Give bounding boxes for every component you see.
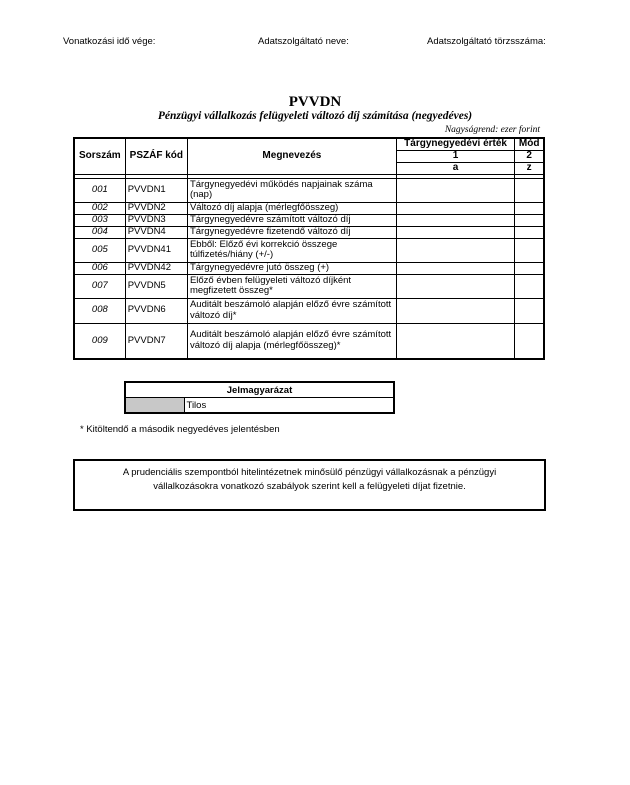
row-code: PVVDN6 [125,298,187,323]
mode-cell[interactable] [515,262,544,274]
form-subtitle: Pénzügyi vállalkozás felügyeleti változó díj számítása (negyedéves) [157,110,473,122]
table-row [74,298,544,323]
table-row [74,214,544,226]
mode-cell[interactable] [515,214,544,226]
row-code: PVVDN41 [125,238,187,262]
mode-cell[interactable] [515,323,544,359]
legend-title: Jelmagyarázat [125,382,394,398]
value-cell[interactable] [396,298,515,323]
forbidden-swatch [125,398,184,414]
row-code: PVVDN1 [125,178,187,202]
row-number: 005 [74,238,125,262]
row-code: PVVDN42 [125,262,187,274]
value-cell[interactable] [396,214,515,226]
table-row [74,226,544,238]
legend-item-label: Tilos [184,398,394,414]
row-code: PVVDN4 [125,226,187,238]
value-cell[interactable] [396,178,515,202]
table-row [74,262,544,274]
fee-table [73,137,545,360]
value-cell[interactable] [396,274,515,298]
footnote: * Kitöltendő a második negyedéves jelentésben [80,424,280,435]
row-number: 006 [74,262,125,274]
row-label: Tárgynegyedévre fizetendő változó díj [187,226,396,238]
value-cell[interactable] [396,323,515,359]
row-label: Tárgynegyedévre számított változó díj [187,214,396,226]
header-code: PSZÁF kód [125,138,187,174]
row-label: Változó díj alapja (mérlegfőösszeg) [187,202,396,214]
row-label: Előző évben felügyeleti változó díjként megfizetett összeg* [187,274,396,298]
note-line-2: vállalkozásokra vonatkozó szabályok szerint kell a felügyeleti díjat fizetnie. [153,481,466,492]
header-mode: Mód [515,138,544,150]
note-box [73,459,546,511]
table-row [74,274,544,298]
mode-cell[interactable] [515,202,544,214]
row-number: 007 [74,274,125,298]
row-number: 004 [74,226,125,238]
header-name: Megnevezés [187,138,396,174]
mode-cell[interactable] [515,238,544,262]
mode-cell[interactable] [515,298,544,323]
value-cell[interactable] [396,262,515,274]
value-cell[interactable] [396,226,515,238]
note-line-1: A prudenciális szempontból hitelintézetnek minősülő pénzügyi vállalkozásnak a pénzügyi [122,467,497,478]
header-col-2: 2 [515,150,544,162]
row-number: 002 [74,202,125,214]
row-code: PVVDN2 [125,202,187,214]
mode-cell[interactable] [515,178,544,202]
row-number: 001 [74,178,125,202]
mode-cell[interactable] [515,274,544,298]
table-row [74,178,544,202]
provider-id-label: Adatszolgáltató törzsszáma: [427,36,546,47]
row-label: Ebből: Előző évi korrekció összege túlfizetés/hiány (+/-) [187,238,396,262]
header-col-z: z [515,162,544,174]
row-label: Tárgynegyedévi működés napjainak száma (nap) [187,178,396,202]
row-number: 009 [74,323,125,359]
header-col-a: a [396,162,515,174]
form-title: PVVDN [288,94,342,110]
header-col-1: 1 [396,150,515,162]
legend-table [124,381,395,414]
table-row [74,238,544,262]
row-label: Auditált beszámoló alapján előző évre számított változó díj alapja (mérlegfőösszeg)* [187,323,396,359]
value-cell[interactable] [396,238,515,262]
header-sorszam: Sorszám [74,138,125,174]
row-code: PVVDN5 [125,274,187,298]
header-value: Tárgynegyedévi érték [396,138,515,150]
row-label: Tárgynegyedévre jutó összeg (+) [187,262,396,274]
row-label: Auditált beszámoló alapján előző évre számított változó díj* [187,298,396,323]
provider-name-label: Adatszolgáltató neve: [258,36,349,47]
mode-cell[interactable] [515,226,544,238]
row-number: 003 [74,214,125,226]
table-row [74,202,544,214]
row-code: PVVDN7 [125,323,187,359]
unit-label: Nagyságrend: ezer forint [444,125,540,135]
row-number: 008 [74,298,125,323]
value-cell[interactable] [396,202,515,214]
period-end-label: Vonatkozási idő vége: [63,36,156,47]
row-code: PVVDN3 [125,214,187,226]
table-row [74,323,544,359]
